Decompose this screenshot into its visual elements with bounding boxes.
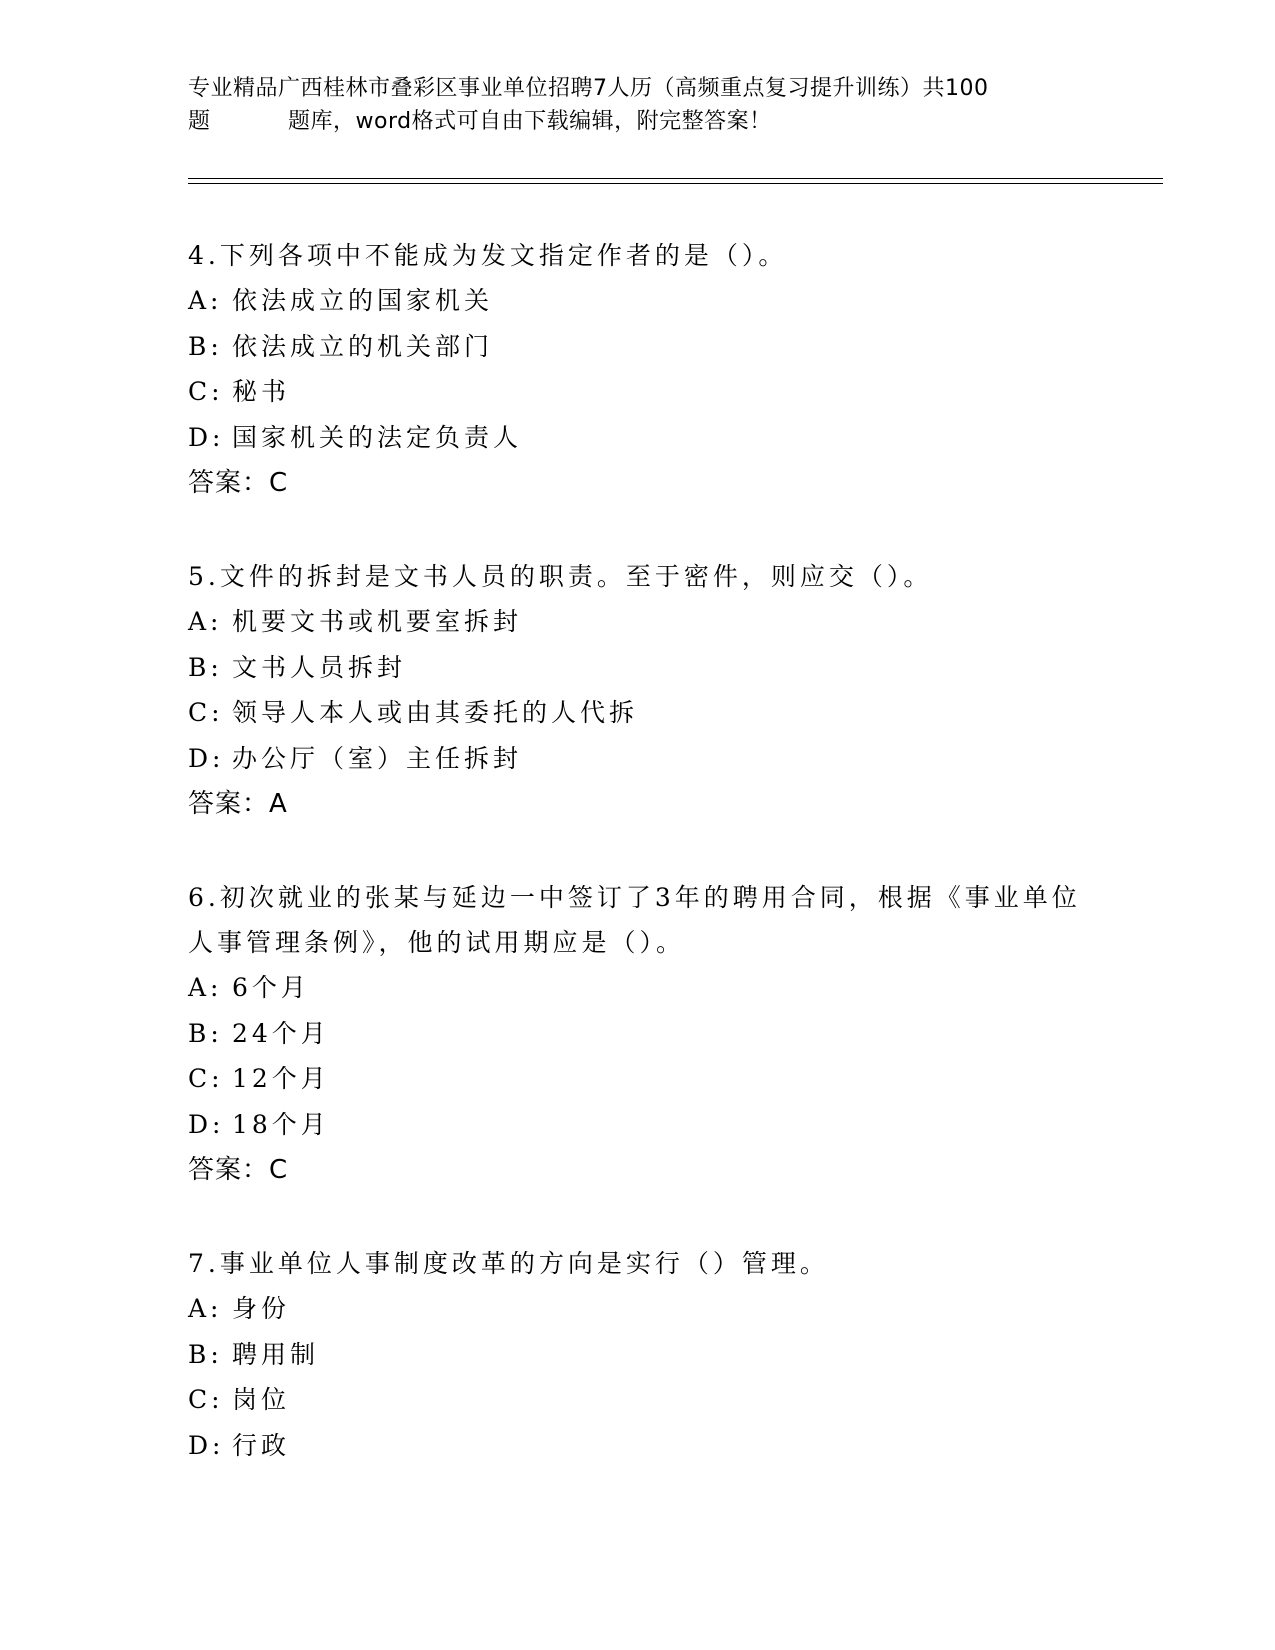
option-text: 24个月 [232,1018,330,1048]
option-text: 岗位 [232,1385,291,1414]
option-key: A: [188,286,223,315]
option-b [188,1011,1088,1057]
option-key: D: [188,1430,225,1460]
option-c [188,1056,1088,1102]
option-d [188,415,1088,461]
option-text: 6个月 [232,973,310,1002]
option-key: B: [188,1018,223,1048]
option-c [188,690,1088,736]
header-title-line2-end: 题库，word格式可自由下载编辑，附完整答案！ [288,109,772,134]
question-stem: 6.初次就业的张某与延边一中签订了3年的聘用合同，根据《事业单位人事管理条例》，他的试用期应是（）。 [188,883,1081,957]
option-d [188,1102,1088,1148]
question-stem: 4.下列各项中不能成为发文指定作者的是（）。 [188,241,788,270]
option-key: B: [188,1339,223,1369]
option-key: D: [188,1109,225,1139]
option-key: A: [188,1294,223,1323]
header-title-line2 [188,105,1088,138]
option-key: C: [188,1064,224,1093]
option-key: C: [188,1385,224,1414]
option-d [188,1423,1088,1469]
option-key: B: [188,331,223,361]
option-text: 办公厅（室）主任拆封 [232,743,523,773]
header-divider-bottom [188,183,1163,184]
option-d [188,736,1088,782]
question-stem: 5.文件的拆封是文书人员的职责。至于密件，则应交（）。 [188,562,933,591]
option-key: D: [188,422,225,452]
question-7 [188,1241,1088,1468]
question-6 [188,875,1088,1193]
option-text: 18个月 [232,1109,330,1139]
option-text: 依法成立的机关部门 [232,331,494,361]
option-key: D: [188,743,225,773]
option-text: 机要文书或机要室拆封 [232,607,523,636]
option-key: C: [188,698,224,727]
option-key: B: [188,652,223,682]
option-b [188,645,1088,691]
option-text: 身份 [232,1294,291,1323]
answer-line: 答案：C [188,1155,289,1185]
option-a [188,1286,1088,1332]
option-a [188,599,1088,645]
header-divider-top [188,178,1163,179]
option-text: 领导人本人或由其委托的人代拆 [232,698,639,727]
option-text: 秘书 [232,377,291,406]
answer-line: 答案：C [188,468,289,498]
option-text: 依法成立的国家机关 [232,286,494,315]
answer-line: 答案：A [188,789,288,819]
option-text: 国家机关的法定负责人 [232,422,523,452]
header-title-line2-start: 题 [188,109,211,134]
option-key: A: [188,607,223,636]
option-key: A: [188,973,223,1002]
option-text: 文书人员拆封 [232,652,407,682]
option-c [188,1377,1088,1423]
question-stem: 7.事业单位人事制度改革的方向是实行（）管理。 [188,1249,829,1278]
question-5 [188,554,1088,827]
question-4 [188,233,1088,506]
option-b [188,324,1088,370]
option-text: 12个月 [232,1064,330,1093]
option-key: C: [188,377,224,406]
option-text: 行政 [232,1430,291,1460]
option-text: 聘用制 [232,1339,320,1369]
option-c [188,369,1088,415]
option-b [188,1332,1088,1378]
option-a [188,278,1088,324]
header-title-line1: 专业精品广西桂林市叠彩区事业单位招聘7人历（高频重点复习提升训练）共100 [188,76,989,101]
option-a [188,965,1088,1011]
document-header [188,72,1088,138]
